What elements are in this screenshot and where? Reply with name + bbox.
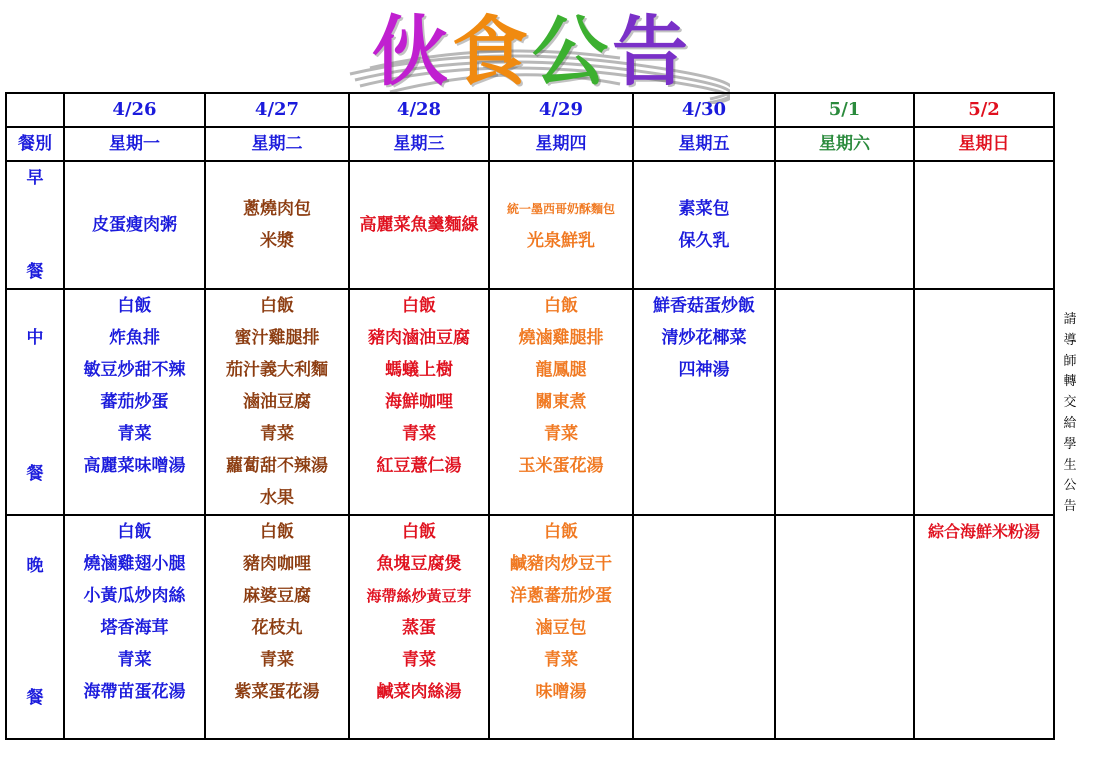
weekday-row — [6, 127, 1054, 161]
dish: 滷豆包 — [535, 618, 587, 638]
dish: 燒滷雞翅小腿 — [83, 554, 186, 574]
dish: 紫菜蛋花湯 — [234, 682, 320, 702]
dish: 白飯 — [402, 522, 436, 542]
dish: 鹹豬肉炒豆干 — [510, 554, 612, 574]
breakfast-sun — [914, 161, 1054, 289]
dish: 味噌湯 — [535, 682, 587, 702]
lunch-fri — [633, 289, 775, 515]
dish: 青菜 — [260, 650, 294, 670]
dish: 青菜 — [402, 650, 436, 670]
dish: 蔥燒肉包 — [243, 199, 311, 219]
dish: 光泉鮮乳 — [527, 231, 595, 251]
dish: 蜜汁雞腿排 — [234, 328, 320, 348]
dish: 皮蛋瘦肉粥 — [92, 215, 177, 235]
dish: 麻婆豆腐 — [243, 586, 311, 606]
dish: 龍鳳腿 — [535, 360, 587, 380]
breakfast-fri — [633, 161, 775, 289]
title-char: 告 — [612, 7, 692, 96]
date-cell: 5/1 — [775, 93, 914, 127]
lunch-sat — [775, 289, 914, 515]
dish: 鹹菜肉絲湯 — [376, 682, 462, 702]
dish: 洋蔥蕃茄炒蛋 — [510, 586, 612, 606]
dish: 鮮香菇蛋炒飯 — [653, 296, 755, 316]
menu-table — [5, 92, 1055, 740]
side-note-char: 導 — [1063, 332, 1077, 348]
breakfast-tue — [205, 161, 349, 289]
meal-label-bottom: 餐 — [26, 262, 44, 282]
dinner-mon — [64, 515, 205, 739]
date-cell: 4/27 — [205, 93, 349, 127]
breakfast-row — [6, 161, 1054, 289]
meal-label-top: 中 — [26, 328, 44, 348]
corner-cell — [6, 93, 64, 127]
dish: 保久乳 — [678, 231, 730, 251]
dish: 素菜包 — [678, 199, 730, 219]
breakfast-sat — [775, 161, 914, 289]
dinner-row — [6, 515, 1054, 739]
dish: 蕃茄炒蛋 — [100, 392, 169, 412]
dinner-thu — [489, 515, 633, 739]
dish: 青菜 — [544, 650, 578, 670]
dish: 水果 — [260, 488, 294, 508]
weekday-cell: 星期日 — [914, 127, 1054, 161]
dish: 白飯 — [260, 296, 294, 316]
dish: 青菜 — [260, 424, 294, 444]
dish: 綜合海鮮米粉湯 — [927, 522, 1040, 541]
dish: 海帶苗蛋花湯 — [83, 682, 186, 702]
date-cell: 4/28 — [349, 93, 489, 127]
dish: 豬肉咖哩 — [243, 554, 311, 574]
dish: 花枝丸 — [251, 618, 303, 638]
dinner-sun — [914, 515, 1054, 739]
dish: 茄汁義大利麵 — [226, 360, 328, 380]
title-char: 伙 — [372, 7, 452, 96]
dish: 清炒花椰菜 — [661, 328, 747, 348]
lunch-thu — [489, 289, 633, 515]
date-cell: 4/29 — [489, 93, 633, 127]
dish: 魚塊豆腐煲 — [376, 554, 462, 574]
side-note-char: 給 — [1063, 415, 1077, 431]
lunch-sun — [914, 289, 1054, 515]
meal-label-top: 早 — [26, 168, 44, 188]
side-note — [1060, 310, 1080, 518]
dish: 炸魚排 — [109, 328, 160, 348]
dish: 白飯 — [544, 522, 578, 542]
dish: 螞蟻上樹 — [385, 360, 453, 380]
dish: 塔香海茸 — [100, 618, 169, 638]
dish: 青菜 — [117, 424, 152, 444]
dish: 高麗菜味噌湯 — [83, 456, 186, 476]
title-char: 食 — [452, 7, 532, 96]
dish: 關東煮 — [535, 392, 587, 412]
date-row — [6, 93, 1054, 127]
dish: 白飯 — [117, 522, 152, 542]
weekday-cell: 星期二 — [205, 127, 349, 161]
date-cell: 4/30 — [633, 93, 775, 127]
dinner-tue — [205, 515, 349, 739]
dish: 白飯 — [544, 296, 578, 316]
meal-label-bottom: 餐 — [26, 688, 44, 708]
lunch-tue — [205, 289, 349, 515]
date-cell: 4/26 — [64, 93, 205, 127]
side-note-char: 交 — [1063, 395, 1077, 411]
dish: 海帶絲炒黃豆芽 — [366, 587, 472, 605]
dish: 豬肉滷油豆腐 — [368, 328, 470, 348]
dinner-wed — [349, 515, 489, 739]
dish: 海鮮咖哩 — [385, 392, 453, 412]
side-note-char: 告 — [1063, 499, 1077, 515]
breakfast-wed — [349, 161, 489, 289]
meal-label-top: 晚 — [26, 556, 44, 576]
dish: 白飯 — [117, 296, 152, 316]
dish: 白飯 — [260, 522, 294, 542]
side-note-char: 師 — [1063, 353, 1077, 369]
weekday-cell: 星期三 — [349, 127, 489, 161]
meal-label-bottom: 餐 — [26, 464, 44, 484]
dish: 白飯 — [402, 296, 436, 316]
title-char: 公 — [532, 7, 612, 96]
side-note-char: 學 — [1063, 436, 1077, 452]
title-area — [330, 4, 730, 104]
weekday-cell: 星期六 — [775, 127, 914, 161]
side-note-char: 請 — [1063, 312, 1077, 327]
dish: 敏豆炒甜不辣 — [83, 360, 186, 380]
weekday-cell: 星期一 — [64, 127, 205, 161]
breakfast-mon — [64, 161, 205, 289]
dish: 蘿蔔甜不辣湯 — [226, 456, 328, 476]
weekday-cell: 星期五 — [633, 127, 775, 161]
weekday-cell: 星期四 — [489, 127, 633, 161]
lunch-wed — [349, 289, 489, 515]
dish: 燒滷雞腿排 — [518, 328, 604, 348]
dish: 青菜 — [402, 424, 436, 444]
date-cell: 5/2 — [914, 93, 1054, 127]
dish: 青菜 — [544, 424, 578, 444]
dish: 米漿 — [260, 231, 294, 251]
breakfast-label — [6, 161, 64, 289]
dish: 高麗菜魚羹麵線 — [359, 215, 479, 235]
dinner-fri — [633, 515, 775, 739]
lunch-row — [6, 289, 1054, 515]
dish: 滷油豆腐 — [243, 392, 311, 412]
page-title — [372, 6, 692, 98]
dish: 玉米蛋花湯 — [518, 456, 604, 476]
dinner-label — [6, 515, 64, 739]
side-note-char: 轉 — [1063, 374, 1077, 390]
dish: 青菜 — [117, 650, 152, 670]
dinner-sat — [775, 515, 914, 739]
side-note-char: 生 — [1063, 457, 1077, 473]
dish: 蒸蛋 — [402, 618, 436, 638]
dish: 四神湯 — [678, 360, 730, 380]
dish: 小黃瓜炒肉絲 — [83, 586, 186, 606]
breakfast-thu — [489, 161, 633, 289]
lunch-label — [6, 289, 64, 515]
meal-label: 餐別 — [6, 127, 64, 161]
dish: 紅豆薏仁湯 — [376, 456, 462, 476]
side-note-char: 公 — [1063, 478, 1077, 494]
lunch-mon — [64, 289, 205, 515]
dish: 統一墨西哥奶酥麵包 — [506, 202, 615, 216]
